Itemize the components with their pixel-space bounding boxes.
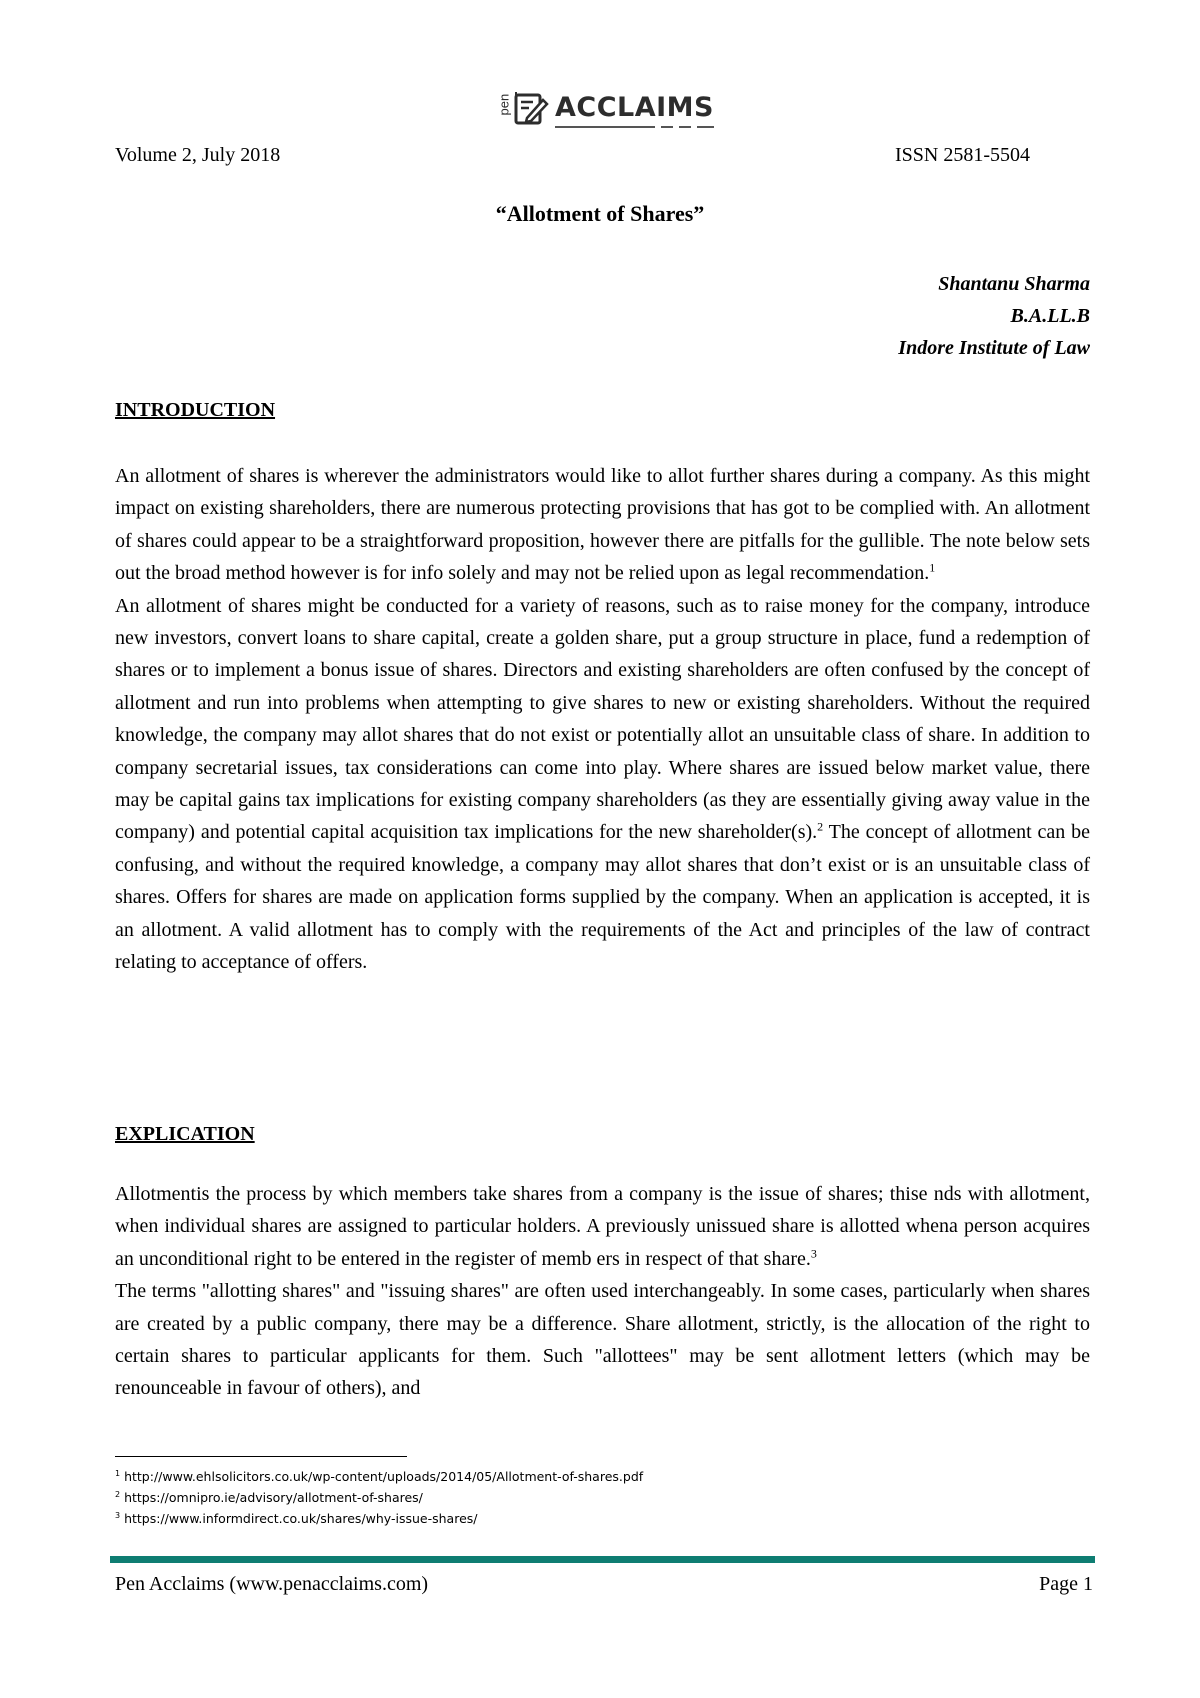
footnote-3-link[interactable]: https://www.informdirect.co.uk/shares/why-issue-shares/: [124, 1511, 478, 1526]
footnote-ref-2[interactable]: 2: [817, 819, 824, 834]
footer-site[interactable]: Pen Acclaims (www.penacclaims.com): [115, 1573, 429, 1595]
author-institute: Indore Institute of Law: [898, 337, 1090, 359]
issue-header: [115, 143, 1030, 167]
footnote-divider: [115, 1456, 407, 1457]
author-block: [898, 268, 1090, 364]
pen-notepad-icon: [513, 90, 549, 126]
logo-underline: [555, 126, 714, 128]
footnote-2-link[interactable]: https://omnipro.ie/advisory/allotment-of-shares/: [124, 1490, 423, 1505]
footnote-ref-3[interactable]: 3: [810, 1246, 817, 1261]
pen-acclaims-logo: [497, 86, 714, 130]
footnote-2: $^2$ https://omnipro.ie/advisory/allotment-of-shares/: [115, 1489, 423, 1505]
explication-heading: EXPLICATION: [115, 1123, 255, 1145]
explication-body: [115, 1178, 1090, 1405]
logo-brand-text: ACCLAIMS: [555, 92, 714, 123]
introduction-body: [115, 460, 1090, 979]
explication-paragraph-1: Allotmentis the process by which members take shares from a company is the issue of shares; thise nds with allotment, when individual shares are assigned to particular holders. A previously unissued share is allotted whena person acquires an unconditional right to be entered in the register of memb ers in respect of that share.$^3$: [115, 1183, 1090, 1270]
footnotes: [115, 1466, 643, 1529]
article-title: “Allotment of Shares”: [495, 201, 705, 226]
explication-paragraph-2: The terms "allotting shares" and "issuing shares" are often used interchangeably. In some cases, particularly when shares are created by a public company, there may be a difference. Share allotment, strictly, is the allocation of the right to certain shares to particular applicants for them. Such "allottees" may be sent allotment letters (which may be renounceable in favour of others), and: [115, 1280, 1090, 1400]
volume-date: Volume 2, July 2018: [115, 144, 281, 166]
footnote-ref-1[interactable]: 1: [929, 560, 936, 575]
introduction-paragraph-2: An allotment of shares might be conducted for a variety of reasons, such as to raise money for the company, introduce new investors, convert loans to share capital, create a golden share, put a group structure in place, fund a redemption of shares or to implement a bonus issue of shares. Directors and existing shareholders are often confused by the concept of allotment and run into problems when attempting to give shares to new or existing shareholders. Without the required knowledge, the company may allot shares that do not exist or potentially allot an unsuitable class of share. In addition to company secretarial issues, tax considerations can come into play. Where shares are issued below market value, there may be capital gains tax implications for existing company shareholders (as they are essentially giving away value in the company) and potential capital acquisition tax implications for the new shareholder(s).$^2$ The concept of allotment can be confusing, and without the required knowledge, a company may allot shares that don’t exist or is an unsuitable class of shares. Offers for shares are made on application forms supplied by the company. When an application is accepted, it is an allotment. A valid allotment has to comply with the requirements of the Act and principles of the law of contract relating to acceptance of offers.: [115, 594, 1091, 974]
page-number: Page 1: [1039, 1573, 1093, 1595]
introduction-paragraph-1: An allotment of shares is wherever the administrators would like to allot further shares during a company. As this might impact on existing shareholders, there are numerous protecting provisions that has got to be complied with. An allotment of shares could appear to be a straightforward proposition, however there are pitfalls for the gullible. The note below sets out the broad method however is for info solely and may not be relied upon as legal recommendation.$^1$: [115, 465, 1090, 585]
footnote-1: $^1$ http://www.ehlsolicitors.co.uk/wp-content/uploads/2014/05/Allotment-of-shares.pdf: [115, 1468, 644, 1484]
author-degree: B.A.LL.B: [1010, 305, 1090, 327]
author-name: Shantanu Sharma: [938, 273, 1090, 295]
introduction-heading: INTRODUCTION: [115, 399, 276, 421]
logo-pen-text: pen: [496, 93, 512, 115]
footnote-3: $^3$ https://www.informdirect.co.uk/shares/why-issue-shares/: [115, 1510, 478, 1526]
footnote-1-link[interactable]: http://www.ehlsolicitors.co.uk/wp-content/uploads/2014/05/Allotment-of-shares.pdf: [124, 1469, 644, 1484]
issn-number: ISSN 2581-5504: [894, 144, 1030, 166]
page-footer: [115, 1572, 1093, 1596]
footer-accent-bar: [110, 1556, 1095, 1563]
